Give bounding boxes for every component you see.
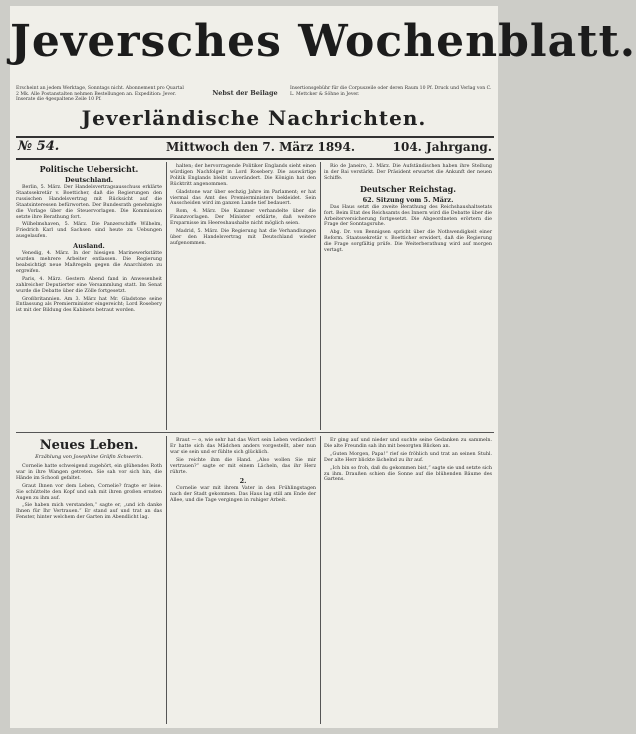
issue-date: Mittwoch den 7. März 1894. — [166, 140, 356, 154]
column-rule — [320, 436, 321, 724]
subscription-note: Erscheint an jedem Werktage, Sonntags nicht. Abonnement pro Quartal 2 Mk. Alle Postanstalten nehmen Bestellungen an. Expedition: Jever. Inserate die 4gespaltene Zeile 10 Pf. — [16, 86, 184, 103]
supplement-note: Nebst der Beilage — [212, 89, 278, 97]
middle-column — [170, 164, 316, 426]
newspaper-page — [10, 6, 636, 728]
story-right-column — [324, 438, 492, 722]
subsection-heading: 62. Sitzung vom 5. März. — [362, 195, 454, 204]
publisher-note: Insertionsgebühr für die Corpuszeile oder deren Raum 10 Pf. Druck und Verlag von C. L. Mettcker & Söhne in Jever. — [290, 86, 492, 97]
column-rule — [320, 162, 321, 430]
article-paragraph: Gladstone war über sechzig Jahre im Parlament; er hat viermal das Amt des Premierministers bekleidet. Sein Ausscheiden wird im ganzen Lande tief bedauert. — [170, 189, 316, 207]
story-paragraph: Sie reichte ihm die Hand. „Also wollen Sie mir vertrauen?“ sagte er mit einem Lächeln, das ihr Herz rührte. — [170, 457, 316, 475]
subsection-heading: Ausland. — [73, 242, 105, 251]
section-heading: Politische Uebersicht. — [39, 164, 139, 174]
article-paragraph: halten; der hervorragende Politiker Englands sieht einen würdigen Nachfolger in Lord Rosebery. Die auswärtige Politik Englands bleibt unverändert. Die Königin hat den Rücktritt angenommen. — [170, 164, 316, 187]
story-paragraph: „Guten Morgen, Papa!“ rief sie fröhlich und trat an seinen Stuhl. Der alte Herr blickte lächelnd zu ihr auf. — [324, 451, 492, 463]
masthead — [10, 6, 636, 103]
issue-dateline — [16, 136, 494, 160]
article-paragraph: Venedig, 4. März. In der hiesigen Marinewerkstätte wurden mehrere Arbeiter entlassen. Die Regierung beabsichtigt neue Maßregeln gegen die Anarchisten zu ergreifen. — [16, 251, 162, 274]
reichstag-column — [324, 164, 492, 426]
article-paragraph: Paris, 4. März. Gestern Abend fand in Anwesenheit zahlreicher Deputierter eine Versammlung statt. Im Senat wurde die Debatte über die Zölle fortgesetzt. — [16, 276, 162, 294]
section-heading: Deutscher Reichstag. — [359, 183, 457, 194]
article-paragraph: Rio de Janeiro, 2. März. Die Aufständischen haben ihre Stellung in der Bai verstärkt. Der Präsident erwartet die Ankunft der neuen Schiffe. — [324, 164, 492, 181]
story-middle-column — [170, 438, 316, 722]
article-paragraph: Das Haus setzt die zweite Berathung des Reichshaushaltsetats fort. Beim Etat des Reichsamts des Innern wird die Debatte über die Arbeiterversicherung fortgesetzt. Die Abgeordneten erörtern die Frage der Sonntagsruhe. — [324, 204, 492, 228]
story-column — [16, 438, 162, 722]
article-paragraph: Wilhelmshaven, 5. März. Die Panzerschiffe Wilhelm, Friedrich Karl und Sachsen sind heute zu Uebungen ausgelaufen. — [16, 222, 162, 240]
article-paragraph: Madrid, 5. März. Die Regierung hat die Verhandlungen über den Handelsvertrag mit Deutschland wieder aufgenommen. — [170, 229, 316, 246]
issue-number: № 54. — [18, 139, 60, 154]
column-rule — [166, 162, 167, 430]
story-paragraph: Graut Ihnen vor dem Leben, Cornelie? fragte er leise. Sie schüttelte den Kopf und sah mit ihren großen ernsten Augen zu ihm auf. — [16, 483, 162, 501]
story-paragraph: „Ich bin so froh, daß du gekommen bist,“ sagte sie und setzte sich zu ihm. Draußen schien die Sonne auf die blühenden Bäume des Gartens. — [324, 465, 492, 483]
article-paragraph: Abg. Dr. von Bennigsen spricht über die Nothwendigkeit einer Reform. Staatssekretär v. Boetticher erwidert, daß die Regierung die Frage sorgfältig prüfe. Die Weiterberathung wird auf morgen vertagt. — [324, 230, 492, 254]
column-rule — [166, 436, 167, 724]
feuilleton-divider — [16, 432, 494, 433]
article-paragraph: Berlin, 5. März. Der Handelsvertragsausschuss erklärte Staatssekretär v. Boetticher, daß die Regierungen den russischen Handelsvertrag mit Rücksicht auf die Staatsinteressen befürworten. Der Bundesrath genehmigte die Vorlage über die Steuervorlagen. Die Kommission setzte ihre Berathung fort. — [16, 185, 162, 220]
story-paragraph: Cornelie war mit ihrem Vater in den Frühlingstagen nach der Stadt gekommen. Das Haus lag still am Ende der Allee, und die Tage vergingen in ruhiger Arbeit. — [170, 486, 316, 504]
story-paragraph: Er ging auf und nieder und suchte seine Gedanken zu sammeln. Die alte Freundin sah ihn mit besorgten Blicken an. — [324, 438, 492, 449]
newspaper-title: Jeversches Wochenblatt. — [10, 16, 636, 67]
subsection-heading: Deutschland. — [64, 176, 114, 184]
story-title: Neues Leben. — [39, 438, 139, 453]
chapter-number: 2. — [239, 477, 247, 486]
story-paragraph: Braut — o, wie sehr hat das Wort sein Leben verändert! Er hatte sich das Mädchen anders vorgestellt, aber nun war sie sein und er fühlte sich glücklich. — [170, 438, 316, 455]
story-paragraph: „Sie haben mich verstanden,“ sagte er, „und ich danke Ihnen für Ihr Vertrauen.“ Er stand auf und trat an das Fenster, hinter welchem der Garten im Abendlicht lag. — [16, 503, 162, 521]
article-paragraph: Großbritannien. Am 3. März hat Mr. Gladstone seine Entlassung als Premierminister eingereicht; Lord Rosebery ist mit der Bildung des Kabinets betraut worden. — [16, 296, 162, 314]
story-paragraph: Cornelie hatte schweigend zugehört, ein glühendes Roth war in ihre Wangen getreten. Sie sah vor sich hin, die Hände im Schooß gefaltet. — [16, 464, 162, 481]
story-byline: Erzählung von Josephine Gräfin Schwerin. — [35, 454, 143, 460]
article-paragraph: Rom, 4. März. Die Kammer verhandelte über die Finanzvorlagen. Der Minister erklärte, daß weitere Ersparnisse im Heereshaushalte nicht möglich seien. — [170, 209, 316, 227]
issue-year: 104. Jahrgang. — [392, 140, 492, 154]
politics-column — [16, 164, 162, 426]
newspaper-subtitle: Jeverländische Nachrichten. — [81, 106, 427, 130]
